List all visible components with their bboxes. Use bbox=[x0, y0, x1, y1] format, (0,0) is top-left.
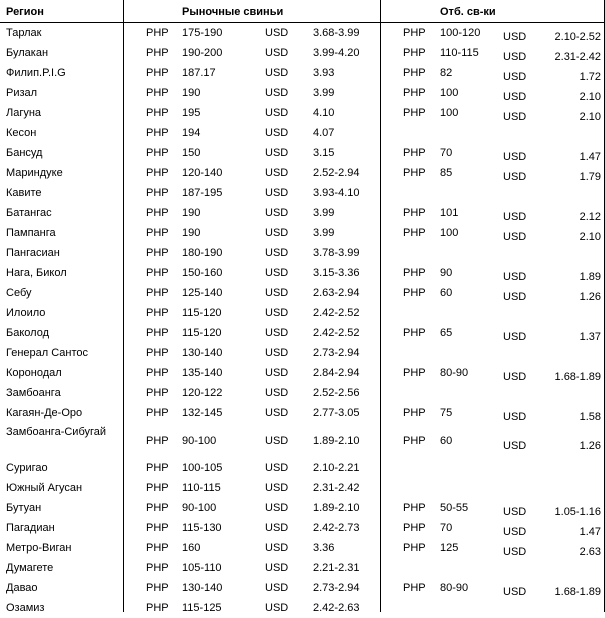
market-currency-php: PHP bbox=[146, 347, 169, 359]
market-currency-php: PHP bbox=[146, 367, 169, 379]
market-price-usd: 2.42-2.73 bbox=[313, 522, 360, 534]
cull-currency-php: PHP bbox=[403, 67, 426, 79]
cull-price-usd: 1.47 bbox=[579, 526, 601, 538]
market-currency-php: PHP bbox=[146, 47, 169, 59]
cull-price-php: 60 bbox=[440, 435, 453, 447]
market-currency-usd: USD bbox=[265, 347, 289, 359]
market-currency-usd: USD bbox=[265, 327, 289, 339]
cull-price-usd: 1.37 bbox=[579, 331, 601, 343]
market-price-usd: 2.73-2.94 bbox=[313, 347, 360, 359]
cull-currency-php: PHP bbox=[403, 522, 426, 534]
market-price-usd: 4.10 bbox=[313, 107, 335, 119]
cull-price-usd: 1.05-1.16 bbox=[554, 506, 601, 518]
market-currency-php: PHP bbox=[146, 435, 169, 447]
market-price-php: 90-100 bbox=[182, 502, 217, 514]
table-row bbox=[0, 478, 605, 498]
market-currency-php: PHP bbox=[146, 482, 169, 494]
cull-currency-php: PHP bbox=[403, 407, 426, 419]
table-row bbox=[0, 43, 605, 63]
cull-price-usd: 2.10 bbox=[579, 231, 601, 243]
cull-price-php: 85 bbox=[440, 167, 453, 179]
market-price-php: 190-200 bbox=[182, 47, 223, 59]
cull-price-php: 100 bbox=[440, 227, 459, 239]
region-cell: Южный Агусан bbox=[6, 482, 83, 494]
market-currency-php: PHP bbox=[146, 227, 169, 239]
market-currency-usd: USD bbox=[265, 107, 289, 119]
market-price-usd: 2.63-2.94 bbox=[313, 287, 360, 299]
market-price-php: 115-125 bbox=[182, 602, 222, 614]
cull-price-usd: 2.10 bbox=[579, 111, 601, 123]
cull-currency-usd: USD bbox=[503, 331, 527, 343]
market-price-usd: 2.21-2.31 bbox=[313, 562, 360, 574]
market-price-usd: 3.15 bbox=[313, 147, 335, 159]
table-row bbox=[0, 283, 605, 303]
market-currency-php: PHP bbox=[146, 247, 169, 259]
cull-price-php: 110-115 bbox=[440, 47, 479, 59]
market-price-usd: 3.99 bbox=[313, 227, 335, 239]
table-row bbox=[0, 303, 605, 323]
market-price-usd: 3.36 bbox=[313, 542, 335, 554]
market-currency-usd: USD bbox=[265, 482, 289, 494]
region-cell: Батангас bbox=[6, 207, 52, 219]
market-currency-php: PHP bbox=[146, 602, 169, 614]
market-price-php: 150-160 bbox=[182, 267, 223, 279]
column-divider-left bbox=[123, 0, 124, 612]
market-price-usd: 2.73-2.94 bbox=[313, 582, 360, 594]
market-currency-usd: USD bbox=[265, 227, 289, 239]
market-price-usd: 2.52-2.94 bbox=[313, 167, 360, 179]
column-divider-middle bbox=[380, 0, 381, 612]
cull-currency-php: PHP bbox=[403, 107, 426, 119]
table-row bbox=[0, 183, 605, 203]
table-row bbox=[0, 203, 605, 223]
market-price-usd: 3.78-3.99 bbox=[313, 247, 360, 259]
cull-price-php: 50-55 bbox=[440, 502, 469, 514]
region-cell: Кавите bbox=[6, 187, 42, 199]
market-currency-usd: USD bbox=[265, 167, 289, 179]
region-cell: Озамиз bbox=[6, 602, 45, 614]
market-price-usd: 3.99 bbox=[313, 207, 335, 219]
cull-currency-usd: USD bbox=[503, 411, 527, 423]
market-currency-php: PHP bbox=[146, 522, 169, 534]
cull-currency-usd: USD bbox=[503, 440, 527, 452]
region-cell: Замбоанга-Сибугай bbox=[6, 426, 107, 438]
header-cull-sows: Отб. св-ки bbox=[440, 6, 496, 18]
table-row bbox=[0, 498, 605, 518]
market-currency-php: PHP bbox=[146, 167, 169, 179]
market-currency-php: PHP bbox=[146, 562, 169, 574]
market-price-php: 194 bbox=[182, 127, 201, 139]
market-currency-php: PHP bbox=[146, 582, 169, 594]
cull-currency-php: PHP bbox=[403, 47, 426, 59]
table-body bbox=[0, 23, 605, 618]
market-currency-usd: USD bbox=[265, 435, 289, 447]
cull-price-usd: 1.68-1.89 bbox=[554, 371, 601, 383]
market-price-php: 190 bbox=[182, 207, 201, 219]
market-currency-usd: USD bbox=[265, 67, 289, 79]
region-cell: Генерал Сантос bbox=[6, 347, 89, 359]
table-row bbox=[0, 123, 605, 143]
cull-currency-usd: USD bbox=[503, 51, 527, 63]
market-currency-php: PHP bbox=[146, 407, 169, 419]
market-price-php: 135-140 bbox=[182, 367, 223, 379]
market-price-php: 120-140 bbox=[182, 167, 223, 179]
table-row bbox=[0, 163, 605, 183]
cull-currency-usd: USD bbox=[503, 31, 527, 43]
market-currency-usd: USD bbox=[265, 267, 289, 279]
market-price-usd: 2.10-2.21 bbox=[313, 462, 360, 474]
region-cell: Тарлак bbox=[6, 27, 42, 39]
cull-currency-usd: USD bbox=[503, 271, 527, 283]
region-cell: Думагете bbox=[6, 562, 54, 574]
market-currency-php: PHP bbox=[146, 27, 169, 39]
cull-price-php: 101 bbox=[440, 207, 459, 219]
cull-currency-php: PHP bbox=[403, 27, 426, 39]
cull-price-php: 75 bbox=[440, 407, 453, 419]
market-currency-usd: USD bbox=[265, 407, 289, 419]
market-currency-php: PHP bbox=[146, 462, 169, 474]
market-price-usd: 3.15-3.36 bbox=[313, 267, 360, 279]
cull-price-usd: 1.26 bbox=[579, 291, 601, 303]
market-price-php: 115-120 bbox=[182, 307, 222, 319]
market-price-php: 125-140 bbox=[182, 287, 223, 299]
region-cell: Пангасиан bbox=[6, 247, 60, 259]
market-price-php: 150 bbox=[182, 147, 201, 159]
cull-price-usd: 1.68-1.89 bbox=[554, 586, 601, 598]
market-price-usd: 3.99 bbox=[313, 87, 335, 99]
market-price-php: 100-105 bbox=[182, 462, 223, 474]
market-currency-php: PHP bbox=[146, 502, 169, 514]
market-currency-usd: USD bbox=[265, 542, 289, 554]
cull-currency-usd: USD bbox=[503, 91, 527, 103]
market-price-usd: 4.07 bbox=[313, 127, 335, 139]
table-row bbox=[0, 103, 605, 123]
market-price-usd: 1.89-2.10 bbox=[313, 435, 360, 447]
market-price-usd: 1.89-2.10 bbox=[313, 502, 360, 514]
market-currency-php: PHP bbox=[146, 327, 169, 339]
market-price-usd: 2.42-2.52 bbox=[313, 307, 360, 319]
region-cell: Кагаян-Де-Оро bbox=[6, 407, 83, 419]
region-cell: Пагадиан bbox=[6, 522, 55, 534]
region-cell: Суригао bbox=[6, 462, 48, 474]
cull-price-usd: 1.72 bbox=[579, 71, 601, 83]
region-cell: Давао bbox=[6, 582, 38, 594]
market-currency-usd: USD bbox=[265, 387, 289, 399]
cull-price-usd: 2.31-2.42 bbox=[554, 51, 601, 63]
market-currency-php: PHP bbox=[146, 207, 169, 219]
table-header bbox=[0, 0, 605, 23]
region-cell: Илоило bbox=[6, 307, 46, 319]
cull-currency-usd: USD bbox=[503, 291, 527, 303]
table-row bbox=[0, 558, 605, 578]
market-currency-usd: USD bbox=[265, 522, 289, 534]
market-price-php: 130-140 bbox=[182, 347, 223, 359]
cull-price-usd: 2.12 bbox=[579, 211, 601, 223]
table-row bbox=[0, 143, 605, 163]
cull-currency-php: PHP bbox=[403, 267, 426, 279]
cull-currency-usd: USD bbox=[503, 231, 527, 243]
market-currency-usd: USD bbox=[265, 307, 289, 319]
region-cell: Баколод bbox=[6, 327, 49, 339]
cull-currency-php: PHP bbox=[403, 435, 426, 447]
cull-price-usd: 1.26 bbox=[579, 440, 601, 452]
cull-price-usd: 2.10-2.52 bbox=[554, 31, 601, 43]
market-price-usd: 2.84-2.94 bbox=[313, 367, 360, 379]
market-price-php: 190 bbox=[182, 227, 201, 239]
table-row bbox=[0, 23, 605, 43]
region-cell: Кесон bbox=[6, 127, 37, 139]
market-currency-usd: USD bbox=[265, 602, 289, 614]
cull-price-php: 125 bbox=[440, 542, 459, 554]
market-currency-usd: USD bbox=[265, 247, 289, 259]
market-currency-php: PHP bbox=[146, 67, 169, 79]
cull-price-php: 60 bbox=[440, 287, 453, 299]
cull-currency-usd: USD bbox=[503, 506, 527, 518]
table-row bbox=[0, 83, 605, 103]
cull-price-php: 100 bbox=[440, 107, 459, 119]
table-row bbox=[0, 538, 605, 558]
region-cell: Лагуна bbox=[6, 107, 42, 119]
cull-currency-php: PHP bbox=[403, 87, 426, 99]
market-currency-usd: USD bbox=[265, 47, 289, 59]
cull-currency-usd: USD bbox=[503, 111, 527, 123]
market-price-php: 195 bbox=[182, 107, 201, 119]
cull-price-php: 80-90 bbox=[440, 582, 469, 594]
cull-price-usd: 2.10 bbox=[579, 91, 601, 103]
market-price-php: 187.17 bbox=[182, 67, 216, 79]
market-currency-usd: USD bbox=[265, 127, 289, 139]
cull-currency-usd: USD bbox=[503, 371, 527, 383]
table-row bbox=[0, 383, 605, 403]
header-region: Регион bbox=[6, 6, 44, 18]
market-price-usd: 2.77-3.05 bbox=[313, 407, 360, 419]
table-row bbox=[0, 323, 605, 343]
region-cell: Мариндуке bbox=[6, 167, 63, 179]
cull-currency-usd: USD bbox=[503, 171, 527, 183]
market-currency-usd: USD bbox=[265, 207, 289, 219]
market-price-php: 130-140 bbox=[182, 582, 223, 594]
market-currency-usd: USD bbox=[265, 562, 289, 574]
cull-currency-php: PHP bbox=[403, 582, 426, 594]
region-cell: Нага, Бикол bbox=[6, 267, 67, 279]
market-price-php: 160 bbox=[182, 542, 201, 554]
table-row bbox=[0, 263, 605, 283]
market-price-php: 120-122 bbox=[182, 387, 223, 399]
cull-currency-usd: USD bbox=[503, 71, 527, 83]
market-price-usd: 2.52-2.56 bbox=[313, 387, 360, 399]
table-row bbox=[0, 518, 605, 538]
market-currency-usd: USD bbox=[265, 502, 289, 514]
cull-price-usd: 1.89 bbox=[579, 271, 601, 283]
market-currency-usd: USD bbox=[265, 147, 289, 159]
cull-currency-usd: USD bbox=[503, 151, 527, 163]
market-currency-usd: USD bbox=[265, 367, 289, 379]
market-currency-php: PHP bbox=[146, 187, 169, 199]
market-currency-usd: USD bbox=[265, 187, 289, 199]
market-currency-php: PHP bbox=[146, 267, 169, 279]
cull-currency-php: PHP bbox=[403, 287, 426, 299]
cull-price-usd: 1.58 bbox=[579, 411, 601, 423]
market-price-usd: 2.31-2.42 bbox=[313, 482, 360, 494]
cull-currency-usd: USD bbox=[503, 586, 527, 598]
cull-price-php: 80-90 bbox=[440, 367, 469, 379]
market-price-php: 115-120 bbox=[182, 327, 222, 339]
cull-price-usd: 2.63 bbox=[579, 546, 601, 558]
table-row bbox=[0, 598, 605, 618]
market-currency-php: PHP bbox=[146, 387, 169, 399]
region-cell: Пампанга bbox=[6, 227, 56, 239]
table-row bbox=[0, 343, 605, 363]
region-cell: Себу bbox=[6, 287, 32, 299]
table-row bbox=[0, 578, 605, 598]
table-row bbox=[0, 403, 605, 423]
market-price-php: 180-190 bbox=[182, 247, 223, 259]
market-price-php: 105-110 bbox=[182, 562, 222, 574]
market-currency-php: PHP bbox=[146, 287, 169, 299]
region-cell: Коронодал bbox=[6, 367, 62, 379]
cull-price-php: 82 bbox=[440, 67, 453, 79]
table-row bbox=[0, 458, 605, 478]
market-currency-usd: USD bbox=[265, 582, 289, 594]
market-price-usd: 3.93 bbox=[313, 67, 335, 79]
market-price-php: 175-190 bbox=[182, 27, 223, 39]
cull-currency-usd: USD bbox=[503, 211, 527, 223]
table-row bbox=[0, 63, 605, 83]
table-row bbox=[0, 243, 605, 263]
cull-price-usd: 1.47 bbox=[579, 151, 601, 163]
cull-currency-php: PHP bbox=[403, 147, 426, 159]
market-price-usd: 2.42-2.52 bbox=[313, 327, 360, 339]
market-price-php: 110-115 bbox=[182, 482, 221, 494]
market-price-usd: 3.68-3.99 bbox=[313, 27, 360, 39]
table-row bbox=[0, 223, 605, 243]
cull-currency-usd: USD bbox=[503, 546, 527, 558]
cull-price-php: 100 bbox=[440, 87, 459, 99]
cull-currency-php: PHP bbox=[403, 542, 426, 554]
market-currency-usd: USD bbox=[265, 87, 289, 99]
region-cell: Замбоанга bbox=[6, 387, 61, 399]
market-currency-php: PHP bbox=[146, 127, 169, 139]
cull-currency-php: PHP bbox=[403, 227, 426, 239]
market-price-usd: 3.99-4.20 bbox=[313, 47, 360, 59]
table-row bbox=[0, 363, 605, 383]
cull-currency-php: PHP bbox=[403, 167, 426, 179]
market-currency-php: PHP bbox=[146, 147, 169, 159]
header-market-pigs: Рыночные свиньи bbox=[182, 6, 284, 18]
market-price-usd: 2.42-2.63 bbox=[313, 602, 360, 614]
market-price-php: 190 bbox=[182, 87, 201, 99]
region-cell: Булакан bbox=[6, 47, 49, 59]
market-currency-usd: USD bbox=[265, 462, 289, 474]
region-cell: Ризал bbox=[6, 87, 38, 99]
market-currency-php: PHP bbox=[146, 87, 169, 99]
market-price-php: 90-100 bbox=[182, 435, 217, 447]
cull-price-php: 90 bbox=[440, 267, 453, 279]
cull-price-php: 70 bbox=[440, 522, 453, 534]
cull-currency-php: PHP bbox=[403, 502, 426, 514]
market-currency-php: PHP bbox=[146, 107, 169, 119]
market-currency-usd: USD bbox=[265, 27, 289, 39]
cull-price-php: 65 bbox=[440, 327, 453, 339]
market-currency-php: PHP bbox=[146, 307, 169, 319]
cull-currency-php: PHP bbox=[403, 367, 426, 379]
cull-price-php: 70 bbox=[440, 147, 453, 159]
cull-currency-php: PHP bbox=[403, 207, 426, 219]
cull-price-usd: 1.79 bbox=[579, 171, 601, 183]
market-currency-php: PHP bbox=[146, 542, 169, 554]
table-row bbox=[0, 423, 605, 458]
cull-currency-php: PHP bbox=[403, 327, 426, 339]
cull-price-php: 100-120 bbox=[440, 27, 481, 39]
market-price-php: 187-195 bbox=[182, 187, 223, 199]
market-price-php: 115-130 bbox=[182, 522, 222, 534]
region-cell: Метро-Виган bbox=[6, 542, 72, 554]
market-price-php: 132-145 bbox=[182, 407, 223, 419]
cull-currency-usd: USD bbox=[503, 526, 527, 538]
region-cell: Бутуан bbox=[6, 502, 42, 514]
region-cell: Филип.P.I.G bbox=[6, 67, 66, 79]
region-cell: Бансуд bbox=[6, 147, 43, 159]
market-currency-usd: USD bbox=[265, 287, 289, 299]
market-price-usd: 3.93-4.10 bbox=[313, 187, 360, 199]
